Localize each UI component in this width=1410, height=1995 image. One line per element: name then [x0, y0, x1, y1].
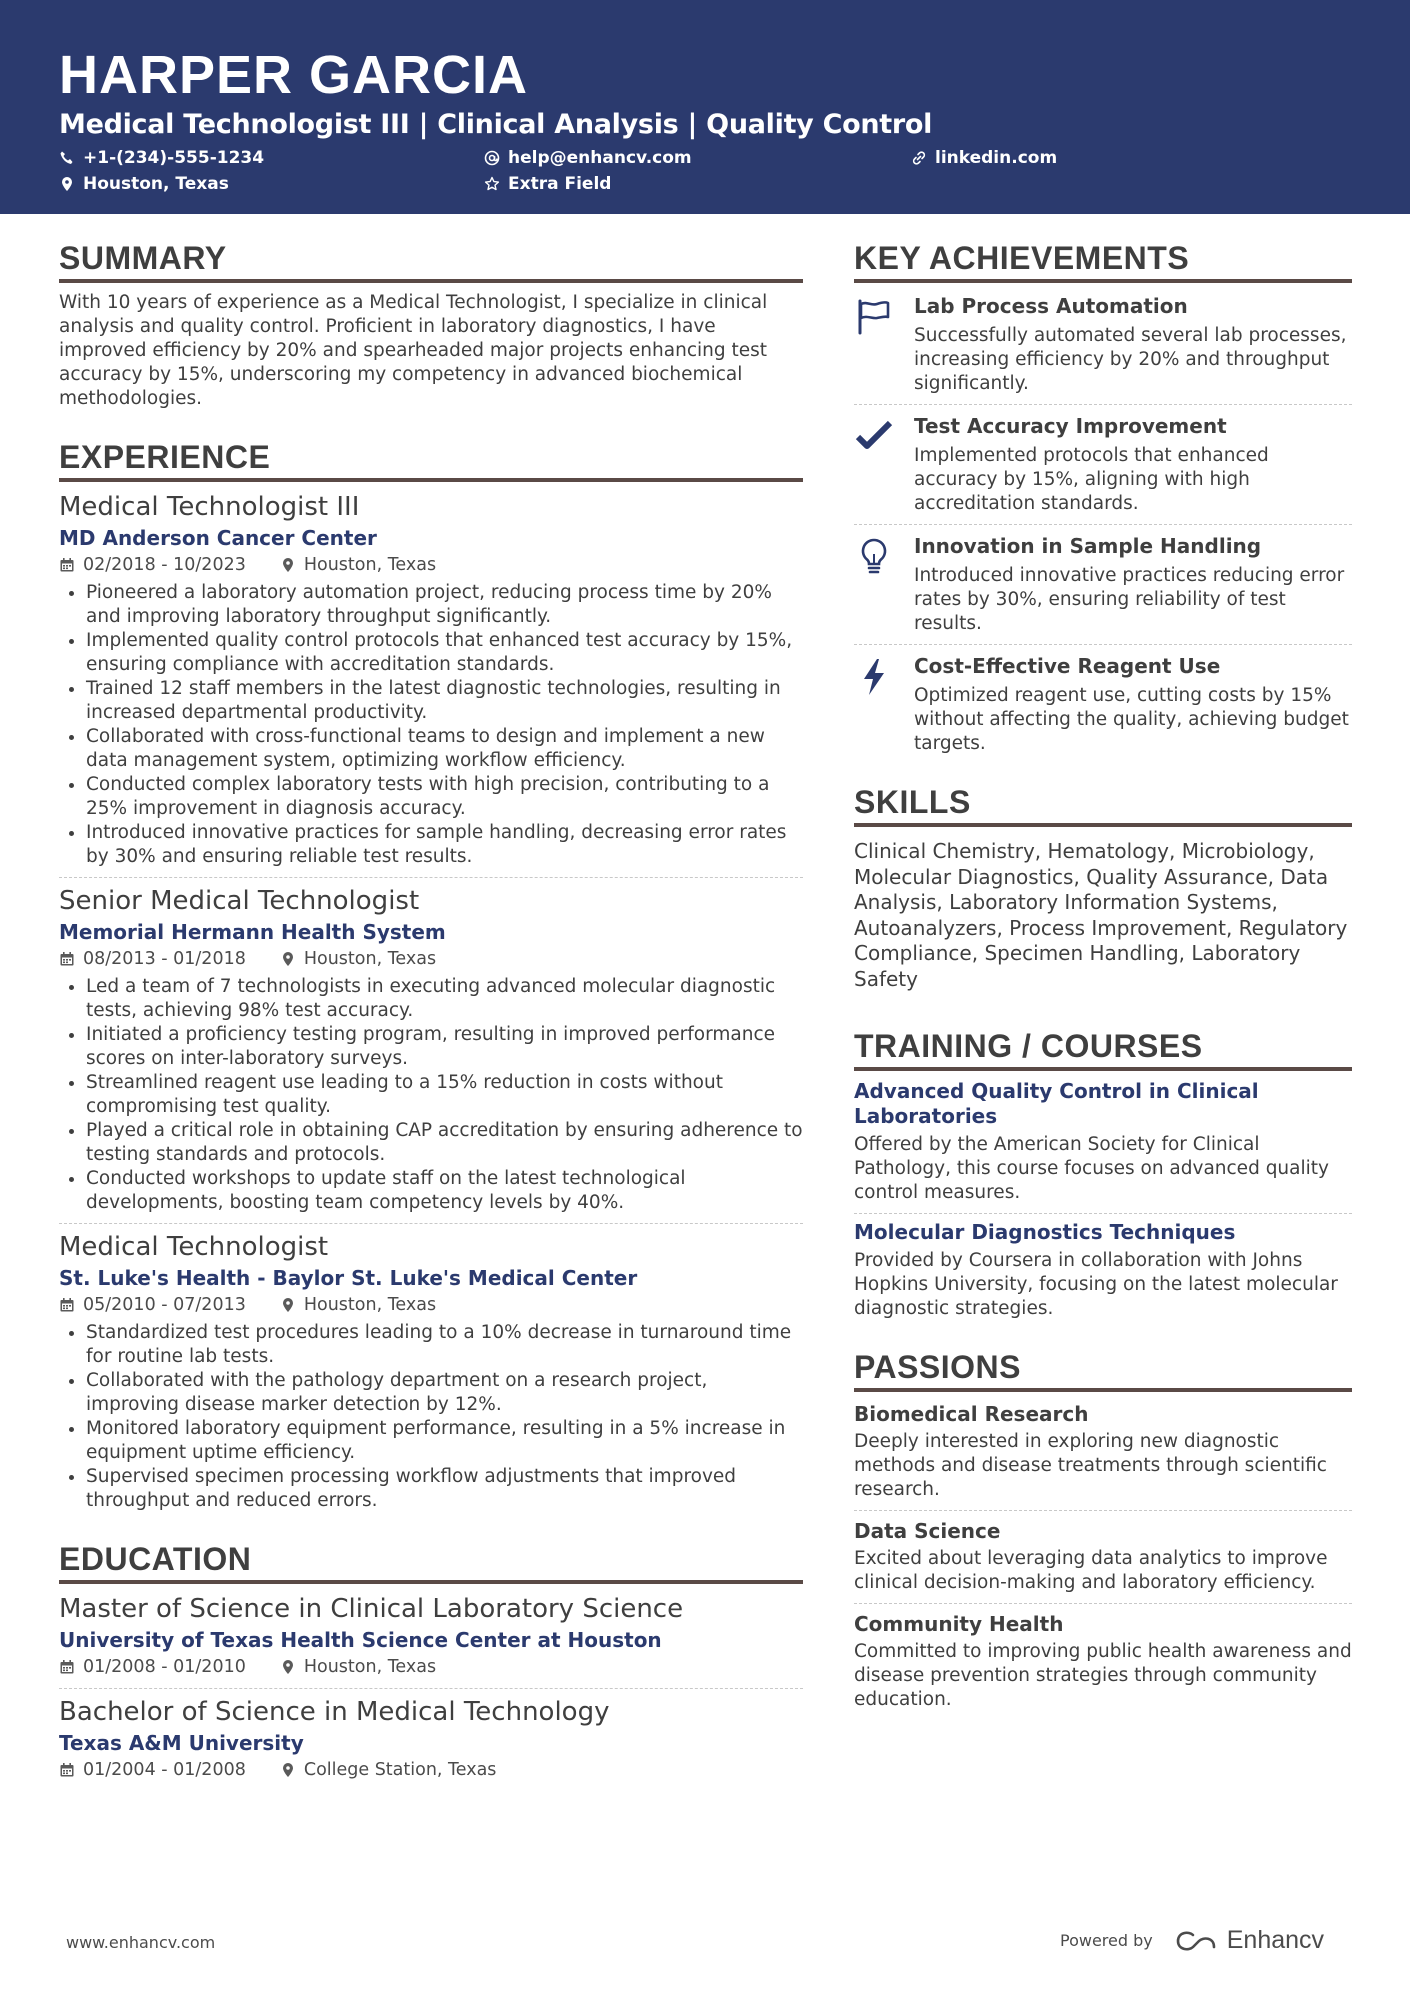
bullet-item: • Implemented quality control protocols that enhanced test accuracy by 15%, ensuring compliance with accreditation standards. [86, 629, 803, 677]
achievement-title: Test Accuracy Improvement [914, 414, 1227, 438]
job-location: Houston, Texas [303, 949, 437, 969]
divider [854, 1603, 1352, 1604]
candidate-name: HARPER GARCIA [59, 45, 529, 105]
achievement-item [854, 531, 1352, 636]
contact-linkedin[interactable] [911, 148, 1057, 168]
lightbulb-icon [854, 537, 894, 577]
brand-name: Enhancv [1226, 1926, 1325, 1954]
contact-phone[interactable] [59, 148, 264, 168]
extra-field-text: Extra Field [508, 174, 612, 194]
passion-item [854, 1517, 1352, 1595]
passion-item [854, 1400, 1352, 1502]
education-location: College Station, Texas [303, 1760, 497, 1780]
footer-branding[interactable] [1060, 1926, 1324, 1955]
linkedin-text: linkedin.com [935, 148, 1058, 168]
passion-desc: Committed to improving public health awareness and disease prevention strategies through community education. [854, 1641, 1352, 1710]
achievement-item [854, 411, 1352, 516]
calendar-icon [59, 1297, 75, 1313]
location-pin-icon [280, 557, 296, 573]
job-location: Houston, Texas [303, 555, 437, 575]
achievement-title: Cost-Effective Reagent Use [914, 654, 1221, 678]
passions-section [854, 1349, 1352, 1712]
achievement-desc: Introduced innovative practices reducing error rates by 30%, ensuring reliability of test results. [914, 565, 1345, 634]
education-dates: 01/2004 - 01/2008 [83, 1760, 246, 1780]
education-entry [59, 1592, 803, 1680]
enhancv-logo-icon [1173, 1929, 1219, 1953]
bullet-item: • Collaborated with cross-functional teams to design and implement a new data management system, optimizing workflow efficiency. [86, 725, 803, 773]
job-meta [59, 946, 803, 972]
divider [854, 524, 1352, 525]
bullet-item: • Played a critical role in obtaining CAP accreditation by ensuring adherence to testing standards and protocols. [86, 1119, 803, 1167]
course-title: Molecular Diagnostics Techniques [854, 1220, 1236, 1244]
passions-heading: PASSIONS [854, 1349, 1352, 1392]
location-pin-icon [59, 176, 75, 192]
training-heading: TRAINING / COURSES [854, 1028, 1352, 1071]
calendar-icon [59, 1762, 75, 1778]
divider [854, 1510, 1352, 1511]
company-name: St. Luke's Health - Baylor St. Luke's Medical Center [59, 1266, 638, 1290]
divider [59, 1223, 803, 1224]
passion-desc: Excited about leveraging data analytics to improve clinical decision-making and laboratory efficiency. [854, 1548, 1328, 1593]
calendar-icon [59, 951, 75, 967]
checkmark-icon [854, 417, 894, 457]
summary-heading: SUMMARY [59, 240, 803, 283]
education-section [59, 1541, 803, 1783]
school-name: University of Texas Health Science Center at Houston [59, 1628, 662, 1652]
bullet-item: • Introduced innovative practices for sample handling, decreasing error rates by 30% and ensuring reliable test results. [86, 821, 803, 869]
bullet-item: • Pioneered a laboratory automation project, reducing process time by 20% and improving laboratory throughput significantly. [86, 581, 803, 629]
skills-heading: SKILLS [854, 784, 1352, 827]
job-meta [59, 1292, 803, 1318]
footer-website-link[interactable]: www.enhancv.com [66, 1933, 216, 1952]
job-meta [59, 552, 803, 578]
powered-by-text: Powered by [1060, 1931, 1153, 1950]
divider [854, 1213, 1352, 1214]
left-column [59, 240, 803, 1783]
achievement-item [854, 291, 1352, 396]
location-text: Houston, Texas [83, 174, 229, 194]
bullet-item: • Standardized test procedures leading to a 10% decrease in turnaround time for routine lab tests. [86, 1321, 803, 1369]
summary-section [59, 240, 803, 411]
passion-desc: Deeply interested in exploring new diagnostic methods and disease treatments through scientific research. [854, 1431, 1327, 1500]
achievement-item [854, 651, 1352, 756]
lightning-bolt-icon [854, 657, 894, 697]
achievement-desc: Optimized reagent use, cutting costs by 15% without affecting the quality, achieving budget targets. [914, 685, 1349, 754]
star-icon [484, 176, 500, 192]
achievements-section [854, 240, 1352, 756]
flag-icon [854, 297, 894, 337]
phone-text: +1-(234)-555-1234 [83, 148, 265, 168]
link-icon [911, 150, 927, 166]
school-name: Texas A&M University [59, 1731, 304, 1755]
location-pin-icon [280, 1297, 296, 1313]
job-title: Senior Medical Technologist [59, 886, 420, 916]
training-section [854, 1028, 1352, 1321]
achievement-desc: Implemented protocols that enhanced accuracy by 15%, aligning with high accreditation standards. [914, 445, 1269, 514]
job-dates: 05/2010 - 07/2013 [83, 1295, 246, 1315]
bullet-item: • Trained 12 staff members in the latest diagnostic technologies, resulting in increased departmental productivity. [86, 677, 803, 725]
course-desc: Offered by the American Society for Clinical Pathology, this course focuses on advanced quality control measures. [854, 1134, 1329, 1203]
bullet-item: • Streamlined reagent use leading to a 15% reduction in costs without compromising test quality. [86, 1071, 803, 1119]
degree-title: Master of Science in Clinical Laboratory Science [59, 1594, 684, 1624]
experience-entry [59, 884, 803, 1215]
contact-extra [484, 174, 611, 194]
passion-title: Data Science [854, 1519, 1001, 1543]
phone-icon [59, 150, 75, 166]
education-heading: EDUCATION [59, 1541, 803, 1584]
job-dates: 02/2018 - 10/2023 [83, 555, 246, 575]
experience-entry [59, 1230, 803, 1513]
email-text: help@enhancv.com [508, 148, 692, 168]
bullet-item: • Initiated a proficiency testing program, resulting in improved performance scores on inter-laboratory surveys. [86, 1023, 803, 1071]
achievements-heading: KEY ACHIEVEMENTS [854, 240, 1352, 283]
experience-entry [59, 490, 803, 869]
contact-email[interactable] [484, 148, 692, 168]
course-item [854, 1079, 1352, 1205]
bullet-item: • Conducted complex laboratory tests with high precision, contributing to a 25% improvement in diagnosis accuracy. [86, 773, 803, 821]
experience-section [59, 439, 803, 1513]
summary-text: With 10 years of experience as a Medical Technologist, I specialize in clinical analysis and quality control. Proficient in laboratory diagnostics, I have improved efficiency by 20% and spearheaded major projects enhancing test accuracy by 15%, underscoring my competency in advanced biochemical methodologies. [59, 292, 768, 409]
education-meta [59, 1654, 803, 1680]
company-name: MD Anderson Cancer Center [59, 526, 377, 550]
education-meta [59, 1757, 803, 1783]
course-desc: Provided by Coursera in collaboration with Johns Hopkins University, focusing on the latest molecular diagnostic strategies. [854, 1250, 1338, 1319]
bullet-item: • Led a team of 7 technologists in executing advanced molecular diagnostic tests, achieving 98% test accuracy. [86, 975, 803, 1023]
job-bullets [59, 975, 803, 1215]
passion-item [854, 1610, 1352, 1712]
achievement-desc: Successfully automated several lab processes, increasing efficiency by 20% and throughput significantly. [914, 325, 1347, 394]
candidate-role: Medical Technologist III | Clinical Analysis | Quality Control [59, 109, 933, 140]
job-bullets [59, 581, 803, 869]
right-column [854, 240, 1352, 1712]
calendar-icon [59, 1659, 75, 1675]
enhancv-logo [1173, 1926, 1324, 1955]
job-dates: 08/2013 - 01/2018 [83, 949, 246, 969]
location-pin-icon [280, 1762, 296, 1778]
experience-heading: EXPERIENCE [59, 439, 803, 482]
divider [59, 1688, 803, 1689]
job-location: Houston, Texas [303, 1295, 437, 1315]
education-location: Houston, Texas [303, 1657, 437, 1677]
resume-header [0, 0, 1410, 214]
contact-location [59, 174, 229, 194]
education-dates: 01/2008 - 01/2010 [83, 1657, 246, 1677]
location-pin-icon [280, 951, 296, 967]
achievement-title: Innovation in Sample Handling [914, 534, 1262, 558]
job-bullets [59, 1321, 803, 1513]
course-item [854, 1220, 1352, 1321]
passion-title: Community Health [854, 1612, 1064, 1636]
divider [854, 404, 1352, 405]
divider [59, 877, 803, 878]
company-name: Memorial Hermann Health System [59, 920, 446, 944]
education-entry [59, 1695, 803, 1783]
location-pin-icon [280, 1659, 296, 1675]
skills-text: Clinical Chemistry, Hematology, Microbiology, Molecular Diagnostics, Quality Assurance, Data Analysis, Laboratory Information Systems, Autoanalyzers, Process Improvement, Regulatory Compliance, Specimen Handling, Laboratory Safety [854, 839, 1348, 991]
calendar-icon [59, 557, 75, 573]
passion-title: Biomedical Research [854, 1402, 1089, 1426]
job-title: Medical Technologist III [59, 492, 360, 522]
bullet-item: • Supervised specimen processing workflow adjustments that improved throughput and reduced errors. [86, 1465, 803, 1513]
bullet-item: • Conducted workshops to update staff on the latest technological developments, boosting team competency levels by 40%. [86, 1167, 803, 1215]
degree-title: Bachelor of Science in Medical Technology [59, 1697, 610, 1727]
at-sign-icon [484, 150, 500, 166]
skills-section [854, 784, 1352, 992]
job-title: Medical Technologist [59, 1232, 329, 1262]
divider [854, 644, 1352, 645]
bullet-item: • Collaborated with the pathology department on a research project, improving disease marker detection by 12%. [86, 1369, 803, 1417]
bullet-item: • Monitored laboratory equipment performance, resulting in a 5% increase in equipment uptime efficiency. [86, 1417, 803, 1465]
course-title: Advanced Quality Control in Clinical Laboratories [854, 1079, 1259, 1128]
achievement-title: Lab Process Automation [914, 294, 1188, 318]
